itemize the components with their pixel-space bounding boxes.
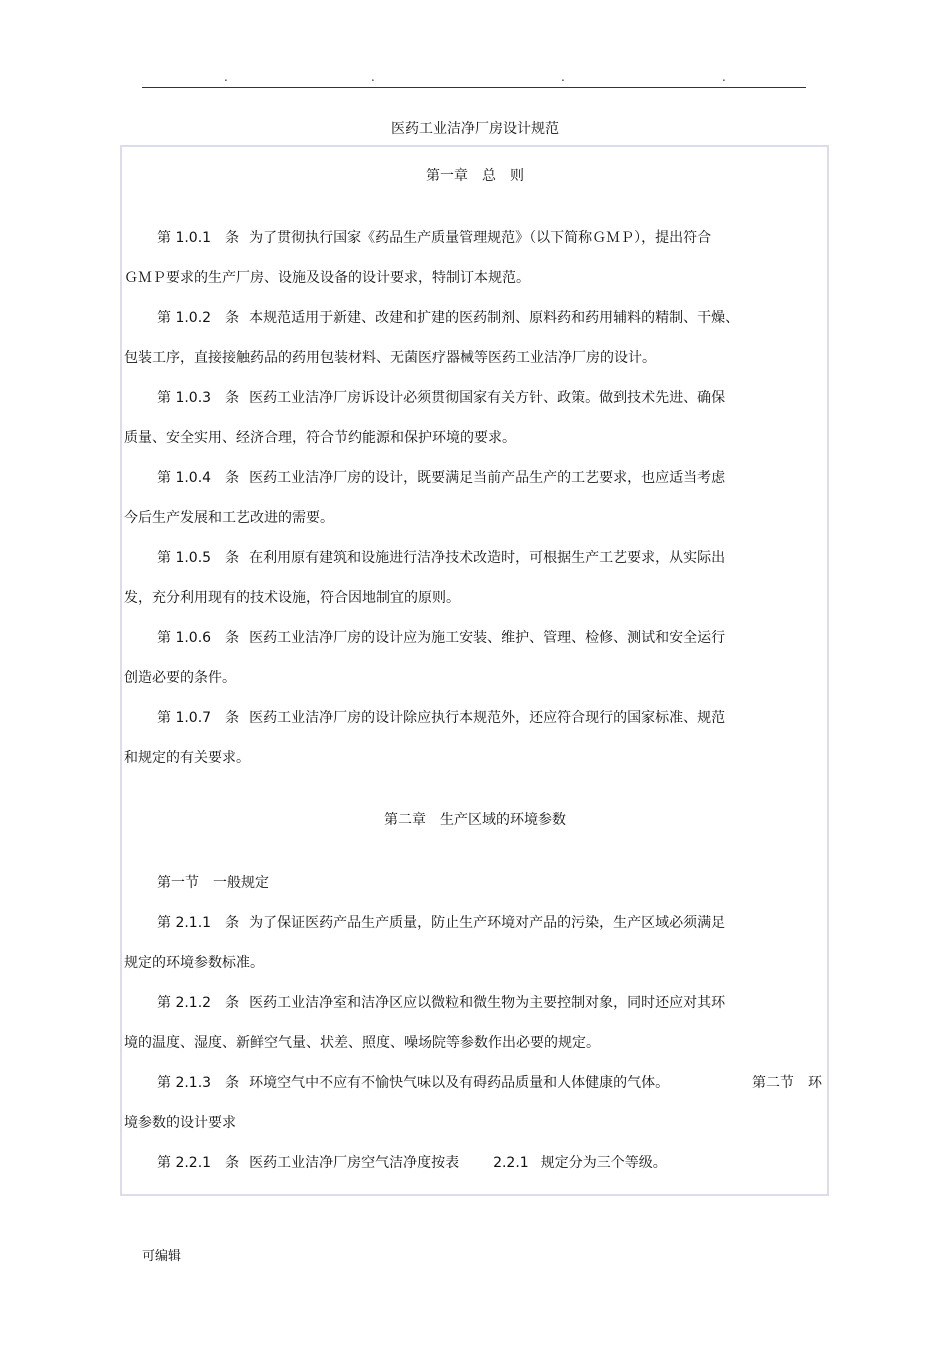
section-heading-inline: 第二节 环 [752,1075,822,1091]
footer-note: 可编辑 [142,1249,182,1264]
article-line [157,308,739,328]
article-text: 医药工业洁净厂房空气洁净度按表 [249,1155,460,1171]
article-line [157,1153,667,1173]
article-line [157,548,725,568]
article-text: 规定分为三个等级。 [540,1155,667,1171]
section-heading: 第一节 一般规定 [157,875,269,891]
article-text: 医药工业洁净厂房的设计应为施工安装、维护、管理、检修、测试和安全运行 [249,630,726,646]
article-line [157,993,725,1013]
header-dot: . [371,70,375,84]
article-number: 第 1.0.5 条 [157,550,240,566]
article-text: 本规范适用于新建、改建和扩建的医药制剂、原料药和药用辅料的精制、干燥、 [249,310,740,326]
chapter-heading: 第一章 总 则 [426,168,524,184]
article-continuation: 境参数的设计要求 [124,1115,236,1131]
article-continuation: 包装工序，直接接触药品的药用包装材料、无菌医疗器械等医药工业洁净厂房的设计。 [124,350,656,366]
header-dot: . [561,70,565,84]
article-text: 医药工业洁净厂房的设计，既要满足当前产品生产的工艺要求，也应适当考虑 [249,470,726,486]
article-text: 医药工业洁净厂房的设计除应执行本规范外，还应符合现行的国家标准、规范 [249,710,726,726]
article-number: 第 2.1.1 条 [157,915,240,931]
article-continuation: ＧＭＰ要求的生产厂房、设施及设备的设计要求，特制订本规范。 [124,270,530,286]
article-continuation: 发，充分利用现有的技术设施，符合因地制宜的原则。 [124,590,460,606]
article-text: 医药工业洁净厂房诉设计必须贯彻国家有关方针、政策。做到技术先进、确保 [249,390,726,406]
article-continuation: 境的温度、湿度、新鲜空气量、状差、照度、噪场院等参数作出必要的规定。 [124,1035,600,1051]
article-number: 第 2.1.2 条 [157,995,240,1011]
article-number: 第 2.1.3 条 [157,1075,240,1091]
article-continuation: 和规定的有关要求。 [124,750,250,766]
article-number: 第 1.0.7 条 [157,710,240,726]
header-dot: . [224,70,228,84]
article-number: 第 1.0.3 条 [157,390,240,406]
header-dot: . [722,70,726,84]
article-line [157,913,725,933]
article-number: 第 1.0.1 条 [157,230,240,246]
article-text: 为了贯彻执行国家《药品生产质量管理规范》（以下简称ＧＭＰ），提出符合 [249,230,712,246]
article-line [157,628,725,648]
document-title: 医药工业洁净厂房设计规范 [391,121,559,137]
article-line [157,708,725,728]
article-line [157,228,711,248]
article-continuation: 今后生产发展和工艺改进的需要。 [124,510,334,526]
table-reference: 2.2.1 [493,1155,529,1171]
article-continuation: 规定的环境参数标准。 [124,955,264,971]
article-text: 医药工业洁净室和洁净区应以微粒和微生物为主要控制对象，同时还应对其环 [249,995,726,1011]
article-continuation: 质量、安全实用、经济合理，符合节约能源和保护环境的要求。 [124,430,516,446]
header-rule [142,87,806,88]
chapter-heading: 第二章 生产区域的环境参数 [384,812,566,828]
article-line [157,468,725,488]
article-line [157,1073,669,1093]
article-number: 第 1.0.6 条 [157,630,240,646]
article-text: 为了保证医药产品生产质量，防止生产环境对产品的污染，生产区域必须满足 [249,915,726,931]
article-text: 在利用原有建筑和设施进行洁净技术改造时，可根据生产工艺要求，从实际出 [249,550,726,566]
article-text: 环境空气中不应有不愉快气味以及有碍药品质量和人体健康的气体。 [249,1075,670,1091]
article-number: 第 2.2.1 条 [157,1155,240,1171]
article-number: 第 1.0.2 条 [157,310,240,326]
article-continuation: 创造必要的条件。 [124,670,236,686]
article-number: 第 1.0.4 条 [157,470,240,486]
article-line [157,388,725,408]
